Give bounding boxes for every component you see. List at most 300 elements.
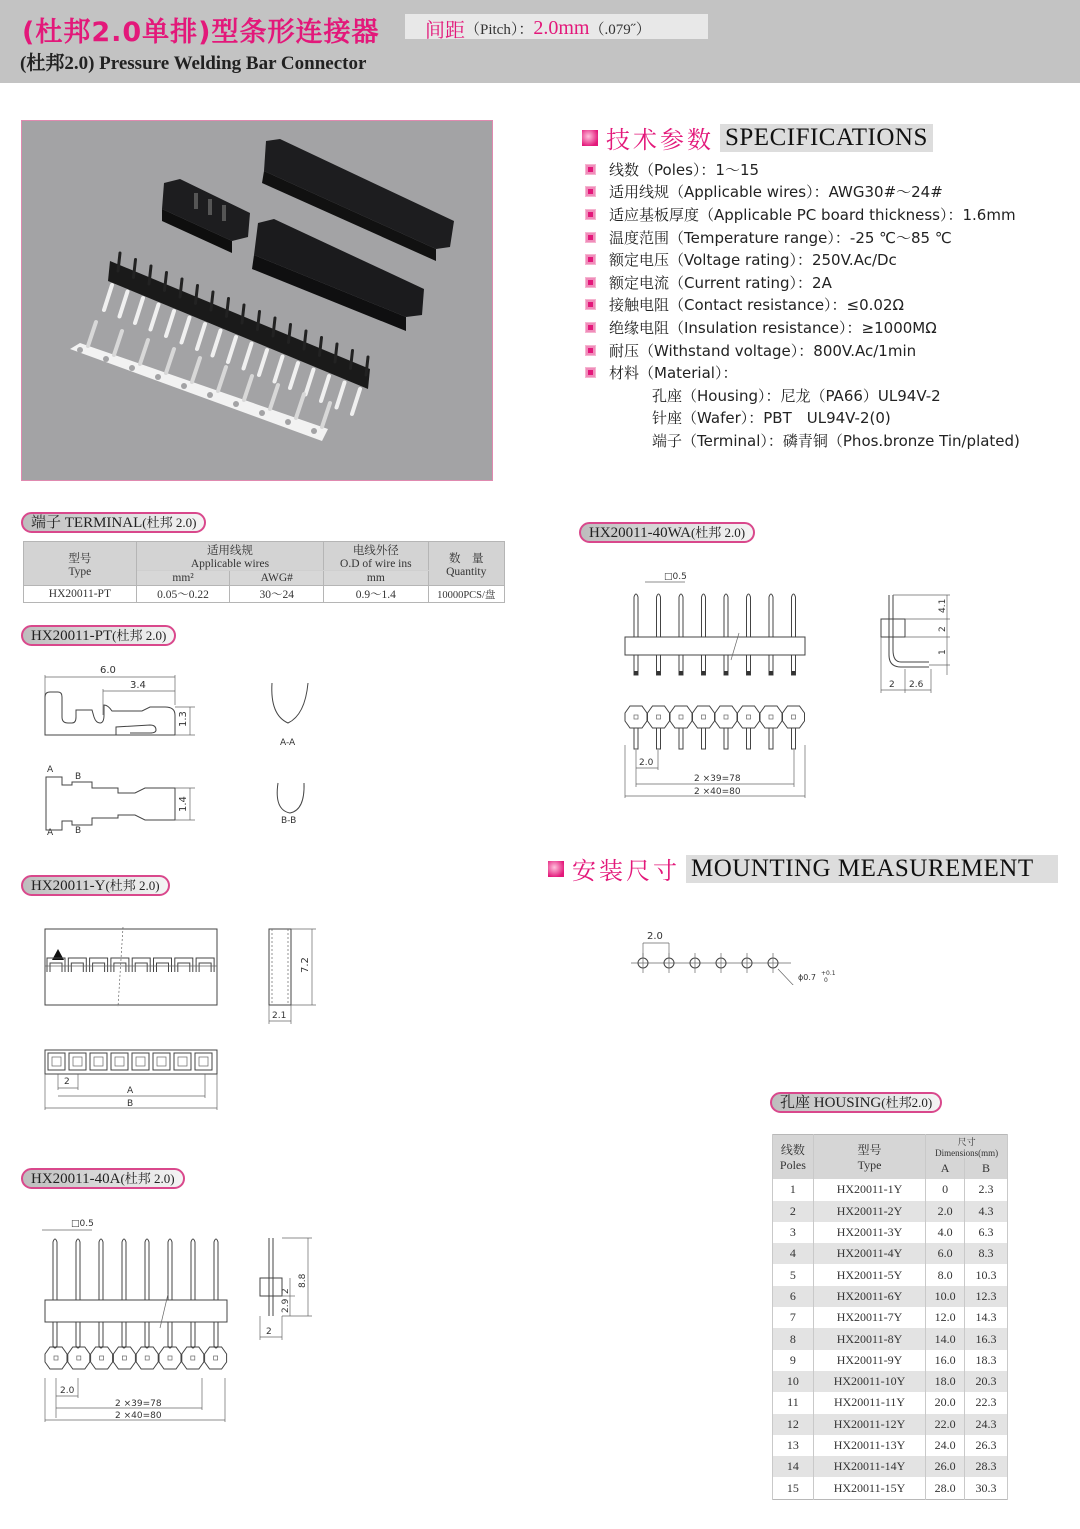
dim-span-b: 2 ×40=80 bbox=[694, 787, 741, 797]
housing-cell bbox=[48, 1053, 65, 1070]
pitch-badge bbox=[405, 14, 708, 42]
housing-cell bbox=[132, 1053, 149, 1070]
spec-text: 温度范围（Temperature range）：-25 ℃～85 ℃ bbox=[609, 228, 952, 247]
spec-text: 绝缘电阻（Insulation resistance）：≥1000MΩ bbox=[609, 318, 937, 337]
40wa-label-text: HX20011-40WA bbox=[589, 525, 691, 541]
header-pin bbox=[145, 1239, 149, 1348]
section-b-label: B-B bbox=[281, 816, 297, 826]
straight-header-drawing bbox=[20, 1210, 350, 1425]
terminal bbox=[192, 358, 200, 382]
dim-span-a: 2 ×39=78 bbox=[694, 774, 741, 784]
dim-pitch: 2.0 bbox=[60, 1386, 75, 1396]
dim-pitch: 2 bbox=[64, 1077, 70, 1087]
header-body bbox=[45, 1347, 67, 1369]
pt-label bbox=[21, 625, 176, 646]
section-a-label: A-A bbox=[280, 738, 296, 748]
cell-b: 28.3 bbox=[965, 1456, 1008, 1477]
terminal-drawing bbox=[20, 655, 340, 845]
cell-type: HX20011-11Y bbox=[813, 1392, 925, 1413]
cell-b: 22.3 bbox=[965, 1392, 1008, 1413]
dim-crimp: 3.4 bbox=[130, 680, 146, 691]
pin-tail bbox=[135, 298, 143, 323]
header-body bbox=[182, 1347, 204, 1369]
hole-diameter: ϕ0.7 bbox=[798, 973, 816, 982]
cell-type: HX20011-13Y bbox=[813, 1435, 925, 1456]
cell-poles: 3 bbox=[773, 1222, 814, 1243]
dim-a: A bbox=[127, 1086, 134, 1096]
housing-cell bbox=[174, 1053, 191, 1070]
pin-tail bbox=[290, 363, 298, 388]
cell-b: 24.3 bbox=[965, 1414, 1008, 1435]
cell-a: 8.0 bbox=[926, 1264, 965, 1285]
40a-label bbox=[21, 1168, 185, 1189]
spec-item bbox=[585, 203, 1075, 226]
carrier-hole bbox=[77, 347, 83, 353]
table-row bbox=[773, 1179, 1008, 1200]
cell-b: 12.3 bbox=[965, 1286, 1008, 1307]
spec-item bbox=[585, 316, 1075, 339]
housing-slot bbox=[154, 958, 172, 972]
cell-a: 24.0 bbox=[926, 1435, 965, 1456]
cell-poles: 12 bbox=[773, 1414, 814, 1435]
dim-length: 6.0 bbox=[100, 665, 116, 676]
40wa-label-suffix: (杜邦 2.0) bbox=[690, 525, 746, 540]
dim-depth: 2 bbox=[889, 680, 895, 690]
pin-top bbox=[335, 344, 337, 362]
spec-text: 接触电阻（Contact resistance）：≤0.02Ω bbox=[609, 296, 904, 315]
header-pin bbox=[191, 1239, 195, 1348]
a-mark-bottom: A bbox=[47, 828, 54, 838]
bullet-icon bbox=[585, 254, 596, 265]
housing-label-text: 孔座 HOUSING bbox=[780, 1095, 882, 1111]
pin-tail bbox=[244, 344, 252, 369]
pin-tail bbox=[166, 311, 174, 336]
cell-awg: 30～24 bbox=[230, 586, 324, 603]
pin-tail bbox=[120, 292, 128, 317]
cell-type: HX20011-6Y bbox=[813, 1286, 925, 1307]
table-row bbox=[773, 1456, 1008, 1477]
spec-item bbox=[585, 181, 1075, 204]
spec-text: 适应基板厚度（Applicable PC board thickness）：1.6mm bbox=[609, 205, 1016, 224]
housing-cell bbox=[153, 1053, 170, 1070]
header-pin bbox=[747, 594, 751, 637]
housing-slot bbox=[175, 958, 193, 972]
terminal bbox=[114, 331, 122, 355]
table-row bbox=[773, 1201, 1008, 1222]
mount-pitch: 2.0 bbox=[647, 931, 663, 942]
pin-top bbox=[227, 299, 229, 317]
specifications-title-cn: 技术参数 bbox=[606, 126, 714, 154]
header-body bbox=[68, 1347, 90, 1369]
housing-cell bbox=[111, 1053, 128, 1070]
col-type: 型号 Type bbox=[813, 1135, 925, 1180]
terminal bbox=[218, 367, 226, 391]
table-row bbox=[773, 1477, 1008, 1499]
pin-top bbox=[211, 292, 213, 310]
specifications-heading bbox=[582, 120, 933, 155]
carrier-hole bbox=[129, 365, 135, 371]
bullet-icon bbox=[585, 322, 596, 333]
cell-a: 2.0 bbox=[926, 1201, 965, 1222]
cell-poles: 6 bbox=[773, 1286, 814, 1307]
cell-b: 2.3 bbox=[965, 1179, 1008, 1200]
pitch-value: 2.0mm bbox=[533, 17, 590, 39]
page-subtitle: (杜邦2.0) Pressure Welding Bar Connector bbox=[20, 53, 367, 74]
cell-type: HX20011-3Y bbox=[813, 1222, 925, 1243]
dim-depth: 2.1 bbox=[272, 1011, 287, 1021]
cell-type: HX20011-9Y bbox=[813, 1350, 925, 1371]
y-label bbox=[21, 875, 170, 896]
terminal bbox=[322, 403, 330, 427]
carrier-hole bbox=[311, 428, 317, 434]
cell-a: 20.0 bbox=[926, 1392, 965, 1413]
terminal bbox=[244, 376, 252, 400]
spec-item bbox=[585, 271, 1075, 294]
material-item: 孔座（Housing）：尼龙（PA66）UL94V-2 bbox=[652, 386, 941, 405]
pin-top bbox=[258, 312, 260, 330]
spec-text: 额定电流（Current rating）：2A bbox=[609, 273, 832, 292]
cell-a: 10.0 bbox=[926, 1286, 965, 1307]
cell-type: HX20011-2Y bbox=[813, 1201, 925, 1222]
cell-a: 22.0 bbox=[926, 1414, 965, 1435]
pin-tail bbox=[352, 389, 360, 414]
spec-text: 耐压（Withstand voltage）：800V.Ac/1min bbox=[609, 341, 917, 360]
carrier-hole bbox=[181, 383, 187, 389]
bullet-icon bbox=[585, 232, 596, 243]
bullet-icon bbox=[585, 299, 596, 310]
cell-poles: 2 bbox=[773, 1201, 814, 1222]
col-wires: 适用线规 Applicable wires bbox=[136, 542, 323, 571]
40a-label-suffix: (杜邦 2.0) bbox=[120, 1171, 175, 1186]
spec-text: 额定电压（Voltage rating）：250V.Ac/Dc bbox=[609, 251, 897, 270]
header-body bbox=[783, 706, 805, 728]
spec-text: 线数（Poles）：1～15 bbox=[609, 160, 760, 179]
housing-drawing bbox=[20, 910, 340, 1120]
cell-poles: 4 bbox=[773, 1243, 814, 1264]
spec-item bbox=[585, 226, 1075, 249]
bullet-icon bbox=[585, 277, 596, 288]
pin-top bbox=[134, 260, 136, 278]
pin-top bbox=[180, 279, 182, 297]
pt-label-suffix: (杜邦 2.0) bbox=[112, 628, 167, 643]
terminal bbox=[270, 385, 278, 409]
dim-top: 4.1 bbox=[938, 598, 948, 613]
housing-slot bbox=[68, 958, 86, 972]
terminal-table bbox=[23, 541, 505, 603]
header-body bbox=[670, 706, 692, 728]
table-row bbox=[773, 1286, 1008, 1307]
spec-item bbox=[585, 294, 1075, 317]
housing-label bbox=[770, 1092, 942, 1113]
cell-poles: 14 bbox=[773, 1456, 814, 1477]
y-label-suffix: (杜邦 2.0) bbox=[105, 878, 160, 893]
dim-width: 1.4 bbox=[178, 796, 189, 812]
pitch-label: （Pitch）： bbox=[465, 22, 534, 38]
bullet-square-icon bbox=[548, 861, 564, 877]
header-pin bbox=[214, 1239, 218, 1348]
header-body bbox=[648, 706, 670, 728]
dim-pin: □0.5 bbox=[71, 1219, 94, 1229]
header-body bbox=[136, 1347, 158, 1369]
y-label-text: HX20011-Y bbox=[31, 878, 106, 894]
dim-pin: □0.5 bbox=[664, 572, 687, 582]
bullet-icon bbox=[585, 164, 596, 175]
bullet-icon bbox=[585, 367, 596, 378]
dim-span-a: 2 ×39=78 bbox=[115, 1399, 162, 1409]
spec-item bbox=[585, 361, 1075, 384]
cell-b: 18.3 bbox=[965, 1350, 1008, 1371]
header-pin bbox=[99, 1239, 103, 1348]
spec-item bbox=[585, 339, 1075, 362]
mounting-title-en: MOUNTING MEASUREMENT bbox=[686, 855, 1058, 883]
cell-type: HX20011-14Y bbox=[813, 1456, 925, 1477]
pin-tail bbox=[151, 305, 159, 330]
material-item: 端子（Terminal）：磷青铜（Phos.bronze Tin/plated) bbox=[652, 431, 1020, 450]
cell-b: 26.3 bbox=[965, 1435, 1008, 1456]
cell-od: 0.9～1.4 bbox=[324, 586, 428, 603]
cell-type: HX20011-7Y bbox=[813, 1307, 925, 1328]
housing-cell bbox=[69, 1053, 86, 1070]
cell-poles: 1 bbox=[773, 1179, 814, 1200]
pin-tail bbox=[275, 357, 283, 382]
right-angle-header-drawing bbox=[575, 565, 975, 805]
header-pin bbox=[122, 1239, 126, 1348]
header-pin bbox=[724, 594, 728, 637]
cell-a: 0 bbox=[926, 1179, 965, 1200]
col-od-unit: mm bbox=[324, 571, 428, 586]
header-body bbox=[159, 1347, 181, 1369]
housing-slot bbox=[90, 958, 108, 972]
cell-a: 14.0 bbox=[926, 1328, 965, 1349]
cell-type: HX20011-10Y bbox=[813, 1371, 925, 1392]
carrier-hole bbox=[155, 374, 161, 380]
col-dimensions: 尺寸Dimensions(mm) bbox=[926, 1135, 1008, 1159]
cell-b: 20.3 bbox=[965, 1371, 1008, 1392]
housing-table bbox=[772, 1134, 1008, 1500]
header-pin bbox=[769, 594, 773, 637]
cell-type: HX20011-PT bbox=[24, 586, 137, 603]
bullet-icon bbox=[585, 345, 596, 356]
header-body bbox=[205, 1347, 227, 1369]
col-od: 电线外径 O.D of wire ins bbox=[324, 542, 428, 571]
pitch-inch: （.079˝） bbox=[589, 22, 651, 38]
b-mark-top: B bbox=[75, 772, 82, 782]
tol-zero: 0 bbox=[824, 977, 828, 984]
cell-type: HX20011-12Y bbox=[813, 1414, 925, 1435]
table-row bbox=[24, 586, 505, 603]
specifications-list bbox=[585, 158, 1075, 452]
table-row bbox=[773, 1392, 1008, 1413]
header-pin bbox=[53, 1239, 57, 1348]
mounting-hole-drawing bbox=[625, 925, 845, 985]
pin-tail bbox=[321, 376, 329, 401]
housing-slot bbox=[196, 958, 214, 972]
cell-b: 10.3 bbox=[965, 1264, 1008, 1285]
header-body bbox=[625, 706, 647, 728]
cell-a: 12.0 bbox=[926, 1307, 965, 1328]
cell-b: 14.3 bbox=[965, 1307, 1008, 1328]
header-pin bbox=[76, 1239, 80, 1348]
col-type: 型号 Type bbox=[24, 542, 137, 586]
cell-poles: 11 bbox=[773, 1392, 814, 1413]
table-row bbox=[773, 1307, 1008, 1328]
dim-height: 1.3 bbox=[178, 711, 189, 727]
header-body bbox=[113, 1347, 135, 1369]
carrier-hole bbox=[233, 401, 239, 407]
dim-total: 8.8 bbox=[298, 1273, 308, 1288]
col-b: B bbox=[965, 1158, 1008, 1179]
header-pin bbox=[679, 594, 683, 637]
mounting-title-cn: 安装尺寸 bbox=[572, 857, 680, 885]
header-body bbox=[760, 706, 782, 728]
cell-a: 16.0 bbox=[926, 1350, 965, 1371]
cell-a: 28.0 bbox=[926, 1477, 965, 1499]
table-row bbox=[773, 1350, 1008, 1371]
terminal bbox=[88, 322, 96, 346]
mounting-heading bbox=[548, 851, 1058, 886]
dim-tail: 2.9 bbox=[281, 1298, 291, 1313]
table-row bbox=[773, 1328, 1008, 1349]
pin-top bbox=[196, 286, 198, 304]
pin-tail bbox=[306, 370, 314, 395]
header-pin bbox=[657, 594, 661, 637]
spec-item bbox=[585, 248, 1075, 271]
pin-top bbox=[351, 351, 353, 369]
cell-b: 16.3 bbox=[965, 1328, 1008, 1349]
cell-type: HX20011-4Y bbox=[813, 1243, 925, 1264]
table-row bbox=[773, 1435, 1008, 1456]
tol-plus: +0.1 bbox=[821, 970, 836, 977]
cell-qty: 10000PCS/盘 bbox=[428, 586, 505, 603]
carrier-hole bbox=[207, 392, 213, 398]
pin-top bbox=[304, 331, 306, 349]
cell-b: 4.3 bbox=[965, 1201, 1008, 1222]
header-body bbox=[715, 706, 737, 728]
pin-tail bbox=[259, 350, 267, 375]
cell-a: 18.0 bbox=[926, 1371, 965, 1392]
table-row bbox=[773, 1264, 1008, 1285]
header-body bbox=[693, 706, 715, 728]
cell-a: 26.0 bbox=[926, 1456, 965, 1477]
table-row bbox=[773, 1414, 1008, 1435]
terminal bbox=[296, 394, 304, 418]
header-pin bbox=[168, 1239, 172, 1348]
dim-span-b: 2 ×40=80 bbox=[115, 1411, 162, 1421]
pin-tail bbox=[197, 324, 205, 349]
dim-depth: 2 bbox=[266, 1327, 272, 1337]
header-pin bbox=[702, 594, 706, 637]
pin-tail bbox=[182, 318, 190, 343]
cell-a: 4.0 bbox=[926, 1222, 965, 1243]
dim-pitch: 2.0 bbox=[639, 758, 654, 768]
cell-a: 6.0 bbox=[926, 1243, 965, 1264]
col-a: A bbox=[926, 1158, 965, 1179]
spec-text: 适用线规（Applicable wires）：AWG30#～24# bbox=[609, 183, 943, 202]
a-mark-top: A bbox=[47, 765, 54, 775]
pin-top bbox=[366, 357, 368, 375]
header-pin bbox=[634, 594, 638, 637]
cell-type: HX20011-8Y bbox=[813, 1328, 925, 1349]
material-item: 针座（Wafer）：PBT UL94V-2(0) bbox=[652, 409, 891, 428]
cell-poles: 15 bbox=[773, 1477, 814, 1499]
carrier-hole bbox=[103, 356, 109, 362]
housing-cell bbox=[195, 1053, 212, 1070]
terminal-label-suffix: (杜邦 2.0) bbox=[142, 515, 197, 530]
pin-tail bbox=[213, 331, 221, 356]
pin-top bbox=[273, 318, 275, 336]
housing-slot bbox=[132, 958, 150, 972]
product-photo bbox=[21, 120, 493, 481]
pin-top bbox=[118, 253, 120, 271]
specifications-title-en: SPECIFICATIONS bbox=[720, 124, 933, 152]
cell-poles: 5 bbox=[773, 1264, 814, 1285]
table-row bbox=[773, 1371, 1008, 1392]
header-body bbox=[91, 1347, 113, 1369]
carrier-hole bbox=[259, 410, 265, 416]
cell-poles: 7 bbox=[773, 1307, 814, 1328]
cell-poles: 8 bbox=[773, 1328, 814, 1349]
spec-text: 材料（Material）： bbox=[609, 364, 738, 383]
cell-type: HX20011-5Y bbox=[813, 1264, 925, 1285]
pt-label-text: HX20011-PT bbox=[31, 628, 113, 644]
housing-label-suffix: (杜邦2.0) bbox=[881, 1095, 933, 1110]
b-mark-bottom: B bbox=[75, 826, 82, 836]
terminal-label bbox=[21, 512, 206, 533]
cell-mm2: 0.05～0.22 bbox=[136, 586, 230, 603]
header-body bbox=[738, 706, 760, 728]
housing-slot bbox=[111, 958, 129, 972]
dim-leg: 2.6 bbox=[909, 680, 924, 690]
dim-height: 7.2 bbox=[300, 957, 311, 973]
pitch-cn: 间距 bbox=[425, 18, 465, 42]
pin-tail bbox=[228, 337, 236, 362]
pin-top bbox=[289, 325, 291, 343]
housing-slot bbox=[47, 958, 65, 972]
col-awg: AWG# bbox=[230, 571, 324, 586]
pin-top bbox=[149, 266, 151, 284]
col-poles: 线数 Poles bbox=[773, 1135, 814, 1180]
terminal-label-text: 端子 TERMINAL bbox=[31, 515, 143, 531]
dim-bend: 1 bbox=[938, 649, 948, 655]
pin-top bbox=[165, 273, 167, 291]
cell-poles: 9 bbox=[773, 1350, 814, 1371]
cell-poles: 13 bbox=[773, 1435, 814, 1456]
terminal bbox=[140, 340, 148, 364]
bullet-icon bbox=[585, 209, 596, 220]
housing-cell bbox=[90, 1053, 107, 1070]
pin-top bbox=[320, 338, 322, 356]
40wa-label bbox=[579, 522, 755, 543]
bullet-square-icon bbox=[582, 130, 598, 146]
dim-body: 2 bbox=[938, 626, 948, 632]
col-mm2: mm² bbox=[136, 571, 230, 586]
bullet-icon bbox=[585, 186, 596, 197]
terminal bbox=[166, 349, 174, 373]
page-title: (杜邦2.0单排)型条形连接器 bbox=[22, 17, 380, 48]
cell-b: 8.3 bbox=[965, 1243, 1008, 1264]
pin-top bbox=[242, 305, 244, 323]
col-qty: 数 量 Quantity bbox=[428, 542, 505, 586]
cell-b: 30.3 bbox=[965, 1477, 1008, 1499]
dim-b: B bbox=[127, 1099, 134, 1109]
spec-item bbox=[585, 158, 1075, 181]
cell-type: HX20011-15Y bbox=[813, 1477, 925, 1499]
table-row bbox=[773, 1243, 1008, 1264]
pin-tail bbox=[337, 383, 345, 408]
cell-b: 6.3 bbox=[965, 1222, 1008, 1243]
dim-body: 2 bbox=[281, 1288, 291, 1294]
carrier-hole bbox=[285, 419, 291, 425]
